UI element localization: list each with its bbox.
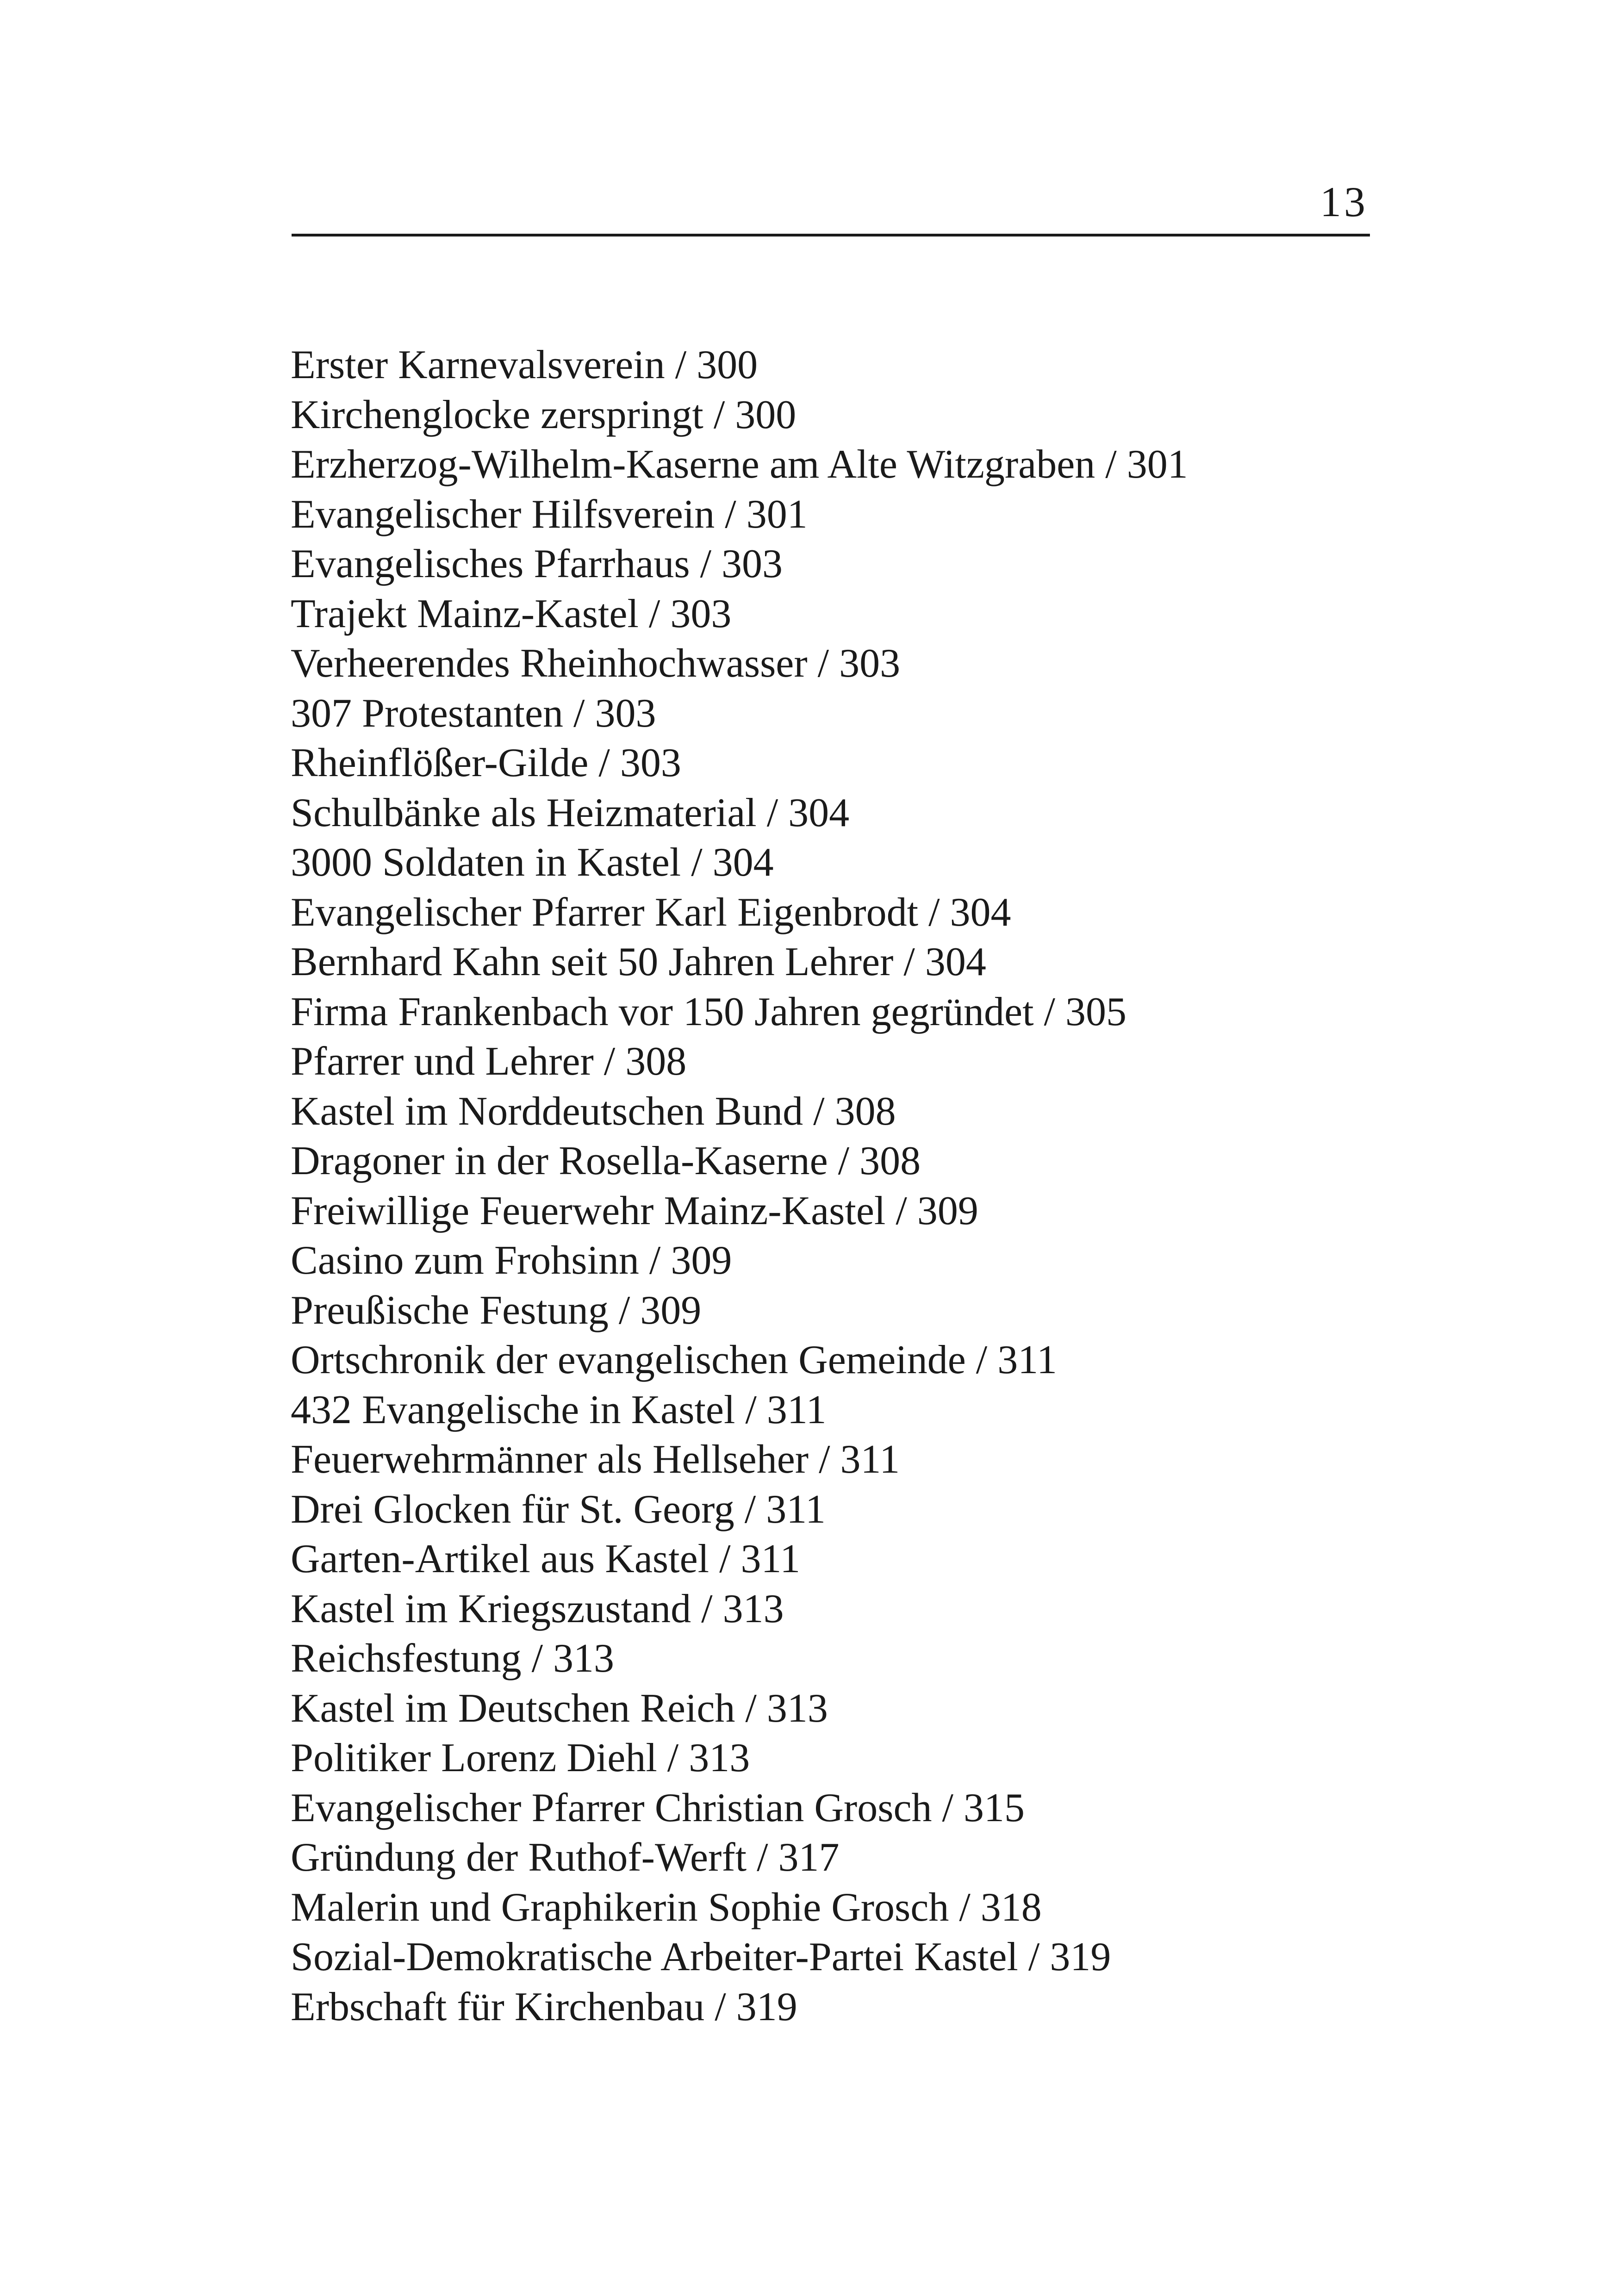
toc-entry: Drei Glocken für St. Georg / 311 (291, 1487, 826, 1532)
toc-entry: Erzherzog-Wilhelm-Kaserne am Alte Witzgraben / 301 (291, 442, 1188, 487)
toc-entry: Bernhard Kahn seit 50 Jahren Lehrer / 304 (291, 940, 986, 984)
toc-entry: Schulbänke als Heizmaterial / 304 (291, 790, 850, 835)
toc-entry: Sozial-Demokratische Arbeiter-Partei Kastel / 319 (291, 1935, 1111, 1979)
toc-entry: Reichsfestung / 313 (291, 1636, 615, 1681)
toc-entry: Kastel im Deutschen Reich / 313 (291, 1686, 828, 1731)
toc-entry: Kastel im Kriegszustand / 313 (291, 1586, 784, 1631)
toc-entry: Freiwillige Feuerwehr Mainz-Kastel / 309 (291, 1188, 978, 1233)
toc-entry: Ortschronik der evangelischen Gemeinde / 311 (291, 1338, 1057, 1382)
toc-entry: Evangelischer Pfarrer Karl Eigenbrodt / 304 (291, 890, 1011, 935)
toc-entry: Kastel im Norddeutschen Bund / 308 (291, 1089, 896, 1134)
toc-entry: Erster Karnevalsverein / 300 (291, 342, 758, 387)
toc-entry: Kirchenglocke zerspringt / 300 (291, 392, 797, 437)
header-rule (292, 234, 1370, 236)
page-number: 13 (1320, 178, 1368, 225)
toc-entry: Rheinflößer-Gilde / 303 (291, 740, 681, 785)
toc-entry: 432 Evangelische in Kastel / 311 (291, 1387, 827, 1432)
toc-entry: Dragoner in der Rosella-Kaserne / 308 (291, 1139, 921, 1183)
toc-entry: Evangelischer Hilfsverein / 301 (291, 492, 808, 537)
toc-entry: Erbschaft für Kirchenbau / 319 (291, 1984, 797, 2029)
toc-entry: Preußische Festung / 309 (291, 1288, 702, 1333)
toc-entry: 307 Protestanten / 303 (291, 691, 656, 736)
toc-entry: Evangelisches Pfarrhaus / 303 (291, 541, 783, 586)
toc-entry: 3000 Soldaten in Kastel / 304 (291, 840, 774, 885)
toc-entry: Pfarrer und Lehrer / 308 (291, 1039, 687, 1084)
toc-list (291, 340, 1401, 2032)
toc-entry: Garten-Artikel aus Kastel / 311 (291, 1537, 801, 1581)
toc-entry: Feuerwehrmänner als Hellseher / 311 (291, 1437, 900, 1482)
toc-entry: Malerin und Graphikerin Sophie Grosch / 318 (291, 1885, 1042, 1930)
toc-entry: Firma Frankenbach vor 150 Jahren gegründet / 305 (291, 989, 1126, 1034)
toc-entry: Evangelischer Pfarrer Christian Grosch / 315 (291, 1785, 1025, 1830)
toc-entry: Politiker Lorenz Diehl / 313 (291, 1736, 750, 1780)
toc-entry: Gründung der Ruthof-Werft / 317 (291, 1835, 840, 1880)
toc-entry: Casino zum Frohsinn / 309 (291, 1238, 732, 1283)
toc-entry: Trajekt Mainz-Kastel / 303 (291, 591, 732, 636)
toc-entry: Verheerendes Rheinhochwasser / 303 (291, 641, 901, 686)
